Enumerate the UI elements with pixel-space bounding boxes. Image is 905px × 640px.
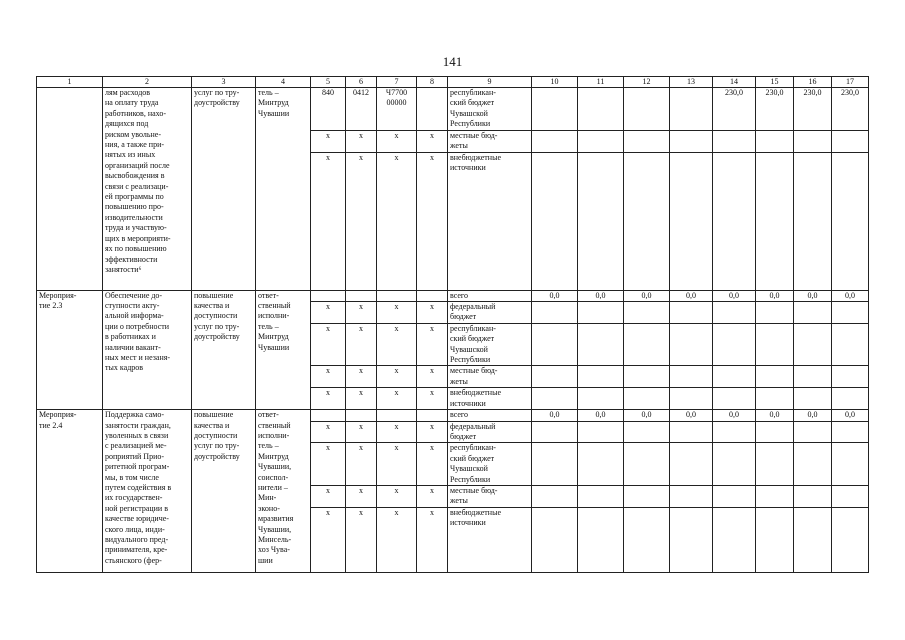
year-value-cell: [578, 421, 624, 443]
year-value-cell: 0,0: [756, 410, 794, 421]
responsible-cell: ответ- ственный исполни- тель – Минтруд Чувашии, соиспол- нители – Мин- эконо- мразвития Чувашии, Минсель- хоз Чува- шии: [256, 410, 311, 573]
year-value-cell: [832, 443, 869, 486]
budget-code-cell: x: [417, 323, 448, 366]
year-value-cell: 0,0: [532, 410, 578, 421]
budget-code-cell: x: [311, 366, 346, 388]
year-value-cell: 0,0: [624, 410, 670, 421]
funding-source-cell: федеральный бюджет: [448, 421, 532, 443]
header-cell: 8: [417, 77, 448, 88]
header-cell: 11: [578, 77, 624, 88]
year-value-cell: [756, 366, 794, 388]
year-value-cell: [532, 485, 578, 507]
year-value-cell: 0,0: [713, 290, 756, 301]
year-value-cell: [756, 485, 794, 507]
year-value-cell: 230,0: [794, 88, 832, 131]
budget-code-cell: [311, 290, 346, 301]
header-cell: 2: [103, 77, 192, 88]
budget-code-cell: x: [346, 507, 377, 572]
year-value-cell: [832, 323, 869, 366]
funding-source-cell: всего: [448, 410, 532, 421]
table-row: [37, 410, 869, 421]
year-value-cell: [713, 152, 756, 290]
budget-code-cell: x: [311, 421, 346, 443]
year-value-cell: [756, 130, 794, 152]
header-cell: 14: [713, 77, 756, 88]
year-value-cell: [578, 388, 624, 410]
header-cell: 4: [256, 77, 311, 88]
year-value-cell: 0,0: [670, 410, 713, 421]
year-value-cell: [832, 507, 869, 572]
year-value-cell: [832, 421, 869, 443]
year-value-cell: [713, 421, 756, 443]
header-cell: 12: [624, 77, 670, 88]
year-value-cell: [532, 507, 578, 572]
budget-code-cell: x: [346, 388, 377, 410]
funding-source-cell: республикан- ский бюджет Чувашской Республики: [448, 88, 532, 131]
budget-code-cell: x: [417, 366, 448, 388]
year-value-cell: 230,0: [713, 88, 756, 131]
table-body: [37, 77, 869, 573]
funding-source-cell: внебюджетные источники: [448, 507, 532, 572]
budget-code-cell: 0412: [346, 88, 377, 131]
responsible-cell: ответ- ственный исполни- тель – Минтруд Чувашии: [256, 290, 311, 409]
header-cell: 7: [377, 77, 417, 88]
year-value-cell: [624, 302, 670, 324]
year-value-cell: [670, 443, 713, 486]
header-cell: 17: [832, 77, 869, 88]
budget-code-cell: x: [377, 130, 417, 152]
year-value-cell: [578, 302, 624, 324]
budget-code-cell: x: [377, 421, 417, 443]
funding-source-cell: местные бюд- жеты: [448, 485, 532, 507]
year-value-cell: [624, 443, 670, 486]
year-value-cell: [794, 421, 832, 443]
year-value-cell: [670, 130, 713, 152]
header-cell: 13: [670, 77, 713, 88]
event-goal-cell: услуг по тру- доустройству: [192, 88, 256, 291]
header-cell: 15: [756, 77, 794, 88]
year-value-cell: [532, 302, 578, 324]
year-value-cell: 0,0: [670, 290, 713, 301]
header-cell: 1: [37, 77, 103, 88]
year-value-cell: [794, 130, 832, 152]
year-value-cell: [578, 485, 624, 507]
budget-code-cell: [346, 290, 377, 301]
year-value-cell: [832, 152, 869, 290]
year-value-cell: 230,0: [832, 88, 869, 131]
year-value-cell: [578, 366, 624, 388]
year-value-cell: 230,0: [756, 88, 794, 131]
year-value-cell: [624, 388, 670, 410]
budget-code-cell: x: [377, 152, 417, 290]
budget-code-cell: Ч7700 00000: [377, 88, 417, 131]
budget-code-cell: [346, 410, 377, 421]
year-value-cell: [794, 507, 832, 572]
year-value-cell: [578, 507, 624, 572]
event-goal-cell: повышение качества и доступности услуг по тру- доустройству: [192, 290, 256, 409]
header-cell: 9: [448, 77, 532, 88]
year-value-cell: [670, 366, 713, 388]
year-value-cell: [794, 302, 832, 324]
budget-code-cell: x: [311, 152, 346, 290]
budget-code-cell: x: [377, 323, 417, 366]
year-value-cell: [756, 323, 794, 366]
budget-code-cell: [377, 410, 417, 421]
budget-code-cell: x: [311, 323, 346, 366]
year-value-cell: [670, 88, 713, 131]
header-cell: 16: [794, 77, 832, 88]
year-value-cell: [532, 388, 578, 410]
year-value-cell: [532, 323, 578, 366]
year-value-cell: [532, 421, 578, 443]
year-value-cell: [832, 485, 869, 507]
budget-code-cell: x: [346, 302, 377, 324]
year-value-cell: 0,0: [832, 410, 869, 421]
header-cell: 10: [532, 77, 578, 88]
year-value-cell: [713, 130, 756, 152]
budget-code-cell: x: [417, 421, 448, 443]
year-value-cell: [624, 152, 670, 290]
year-value-cell: [624, 323, 670, 366]
year-value-cell: [578, 443, 624, 486]
year-value-cell: [713, 323, 756, 366]
budget-code-cell: x: [346, 323, 377, 366]
year-value-cell: [794, 366, 832, 388]
header-cell: 3: [192, 77, 256, 88]
year-value-cell: [713, 388, 756, 410]
event-label-cell: Мероприя- тие 2.4: [37, 410, 103, 573]
table-row: [37, 88, 869, 131]
year-value-cell: [578, 88, 624, 131]
budget-code-cell: x: [417, 485, 448, 507]
year-value-cell: [756, 302, 794, 324]
year-value-cell: [670, 152, 713, 290]
funding-source-cell: республикан- ский бюджет Чувашской Республики: [448, 323, 532, 366]
year-value-cell: [532, 130, 578, 152]
budget-code-cell: x: [346, 443, 377, 486]
event-label-cell: [37, 88, 103, 291]
budget-code-cell: x: [311, 485, 346, 507]
funding-source-cell: федеральный бюджет: [448, 302, 532, 324]
funding-source-cell: республикан- ский бюджет Чувашской Республики: [448, 443, 532, 486]
year-value-cell: [756, 421, 794, 443]
year-value-cell: [532, 443, 578, 486]
year-value-cell: 0,0: [578, 290, 624, 301]
budget-code-cell: x: [346, 485, 377, 507]
budget-code-cell: x: [417, 152, 448, 290]
budget-code-cell: x: [377, 302, 417, 324]
year-value-cell: 0,0: [578, 410, 624, 421]
year-value-cell: [624, 485, 670, 507]
year-value-cell: [713, 366, 756, 388]
budget-code-cell: x: [377, 388, 417, 410]
budget-code-cell: x: [311, 130, 346, 152]
year-value-cell: 0,0: [794, 410, 832, 421]
year-value-cell: [532, 366, 578, 388]
year-value-cell: [832, 302, 869, 324]
budget-code-cell: x: [346, 152, 377, 290]
year-value-cell: 0,0: [624, 290, 670, 301]
year-value-cell: [794, 388, 832, 410]
year-value-cell: [713, 302, 756, 324]
event-name-cell: Обеспечение до- ступности акту- альной информа- ции о потребности в работниках и наличии вакант- ных мест и незаня- тых кадров: [103, 290, 192, 409]
budget-code-cell: [417, 88, 448, 131]
year-value-cell: [670, 302, 713, 324]
budget-code-cell: x: [377, 443, 417, 486]
table-row: [37, 290, 869, 301]
budget-code-cell: x: [346, 130, 377, 152]
year-value-cell: [624, 130, 670, 152]
budget-code-cell: x: [377, 485, 417, 507]
header-cell: 6: [346, 77, 377, 88]
year-value-cell: [670, 323, 713, 366]
header-cell: 5: [311, 77, 346, 88]
year-value-cell: 0,0: [794, 290, 832, 301]
year-value-cell: 0,0: [832, 290, 869, 301]
event-name-cell: лям расходов на оплату труда работников, нахо- дящихся под риском увольне- ния, а также при- нятых из иных организаций после высвобождения в связи с реализаци- ей программы по повышению про- изводительности труда и участвую- щих в мероприяти- ях по повышению эффективности занятости⁶: [103, 88, 192, 291]
year-value-cell: [794, 443, 832, 486]
event-name-cell: Поддержка само- занятости граждан, уволенных в связи с реализацией ме- роприятий Прио- ритетной програм- мы, в том числе путем содействия в их государствен- ной регистрации в качестве юридиче- ского лица, инди- видуального пред- принимателя, кре- стьянского (фер-: [103, 410, 192, 573]
year-value-cell: [756, 443, 794, 486]
funding-source-cell: внебюджетные источники: [448, 152, 532, 290]
funding-source-cell: внебюджетные источники: [448, 388, 532, 410]
year-value-cell: [713, 485, 756, 507]
year-value-cell: [532, 152, 578, 290]
year-value-cell: [794, 152, 832, 290]
year-value-cell: [670, 507, 713, 572]
year-value-cell: [532, 88, 578, 131]
budget-code-cell: x: [417, 130, 448, 152]
responsible-cell: тель – Минтруд Чувашии: [256, 88, 311, 291]
funding-source-cell: местные бюд- жеты: [448, 130, 532, 152]
budget-code-cell: x: [346, 366, 377, 388]
budget-code-cell: x: [417, 302, 448, 324]
year-value-cell: [624, 421, 670, 443]
year-value-cell: [670, 485, 713, 507]
page-number: 141: [442, 54, 463, 69]
budget-code-cell: x: [377, 366, 417, 388]
budget-code-cell: [417, 290, 448, 301]
budget-code-cell: x: [377, 507, 417, 572]
year-value-cell: [578, 152, 624, 290]
year-value-cell: [713, 443, 756, 486]
year-value-cell: [624, 88, 670, 131]
budget-code-cell: x: [417, 443, 448, 486]
year-value-cell: [832, 130, 869, 152]
year-value-cell: [670, 388, 713, 410]
budget-code-cell: x: [346, 421, 377, 443]
year-value-cell: 0,0: [713, 410, 756, 421]
year-value-cell: [624, 507, 670, 572]
header-row: [37, 77, 869, 88]
budget-table: [36, 76, 869, 573]
budget-code-cell: x: [311, 507, 346, 572]
funding-source-cell: местные бюд- жеты: [448, 366, 532, 388]
year-value-cell: [713, 507, 756, 572]
year-value-cell: [794, 485, 832, 507]
year-value-cell: [670, 421, 713, 443]
year-value-cell: [624, 366, 670, 388]
budget-code-cell: [311, 410, 346, 421]
year-value-cell: 0,0: [756, 290, 794, 301]
budget-code-cell: 840: [311, 88, 346, 131]
year-value-cell: [832, 366, 869, 388]
year-value-cell: [756, 507, 794, 572]
event-label-cell: Мероприя- тие 2.3: [37, 290, 103, 409]
budget-code-cell: x: [417, 388, 448, 410]
year-value-cell: 0,0: [532, 290, 578, 301]
budget-code-cell: x: [417, 507, 448, 572]
budget-code-cell: [417, 410, 448, 421]
year-value-cell: [756, 152, 794, 290]
budget-code-cell: x: [311, 302, 346, 324]
year-value-cell: [794, 323, 832, 366]
funding-source-cell: всего: [448, 290, 532, 301]
year-value-cell: [578, 323, 624, 366]
year-value-cell: [832, 388, 869, 410]
year-value-cell: [756, 388, 794, 410]
budget-code-cell: x: [311, 443, 346, 486]
event-goal-cell: повышение качества и доступности услуг по тру- доустройству: [192, 410, 256, 573]
budget-code-cell: [377, 290, 417, 301]
year-value-cell: [578, 130, 624, 152]
budget-code-cell: x: [311, 388, 346, 410]
